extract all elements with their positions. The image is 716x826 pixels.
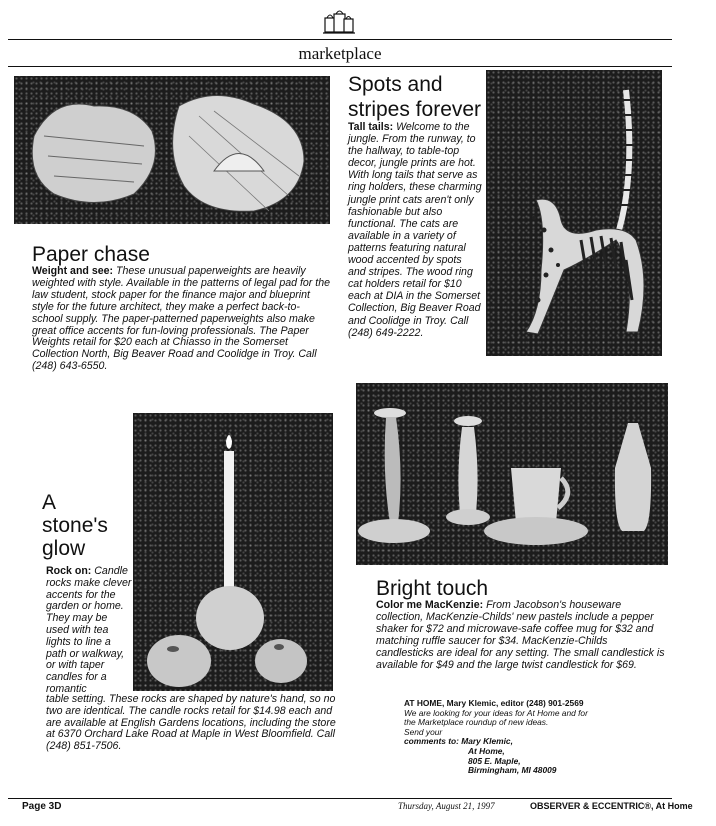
mackenzie-childs-photo (356, 383, 668, 565)
bright-touch-title: Bright touch (376, 577, 489, 600)
section-title: marketplace (298, 44, 382, 63)
stone-body-wide (46, 694, 336, 753)
stone-title (42, 491, 132, 560)
bright-touch-article (376, 577, 666, 671)
spots-title-line1: Spots and (348, 73, 443, 96)
spots-text: Welcome to the jungle. From the runway, to the hallway, to table-top decor, jungle prints are hot. With long tails that serve as ring holders, these charming jungle print cats aren't only fashionable but also functional. The cats are available in a variety of patterns featuring natural wood accented by spots and stripes. The wood ring cat holders retail for $10 each at DIA in the Somerset Collection, Big Beaver Road and Coolidge in Troy. Call (248) 649-2222. (348, 121, 482, 339)
paperweights-photo (14, 76, 330, 224)
header-rule-bottom (8, 66, 672, 67)
spots-lead: Tall tails: (348, 121, 394, 133)
at-home-line7: Birmingham, MI 48009 (468, 765, 557, 776)
at-home-line4: comments to: Mary Klemic, (404, 736, 513, 747)
at-home-line2: the Marketplace roundup of new ideas. (404, 717, 549, 728)
at-home-line1: We are looking for your ideas for At Home and for (404, 707, 588, 718)
stone-title-line1: A (42, 491, 57, 514)
spots-title-line2: stripes forever (348, 98, 482, 121)
footer-rule (8, 798, 672, 799)
spots-title (348, 72, 488, 122)
spots-body (348, 121, 482, 339)
candle-rocks-photo (133, 413, 333, 691)
stone-body-narrow (46, 566, 132, 696)
stone-text-wide: table setting. These rocks are shaped by nature's hand, so no two are identical. The candle rocks retail for $14.98 each and are available at English Gardens locations, including the store at 6370 Orchard Lake Road at Maple in West Bloomfield. Call (248) 851-7506. (46, 693, 336, 753)
issue-date: Thursday, August 21, 1997 (398, 801, 495, 811)
page-number: Page 3D (22, 801, 62, 812)
paper-chase-text: These unusual paperweights are heavily weighted with style. Available in the patterns of legal pad for the law student, stock paper for the finance major and blueprint style for the future architect, they make a perfect back-to-school supply. The paper-patterned paperweights also make great office accents for fun-loving professionals. The Paper Weights retail for $20 each at Chiasso in the Somerset Collection North, Big Beaver Road and Coolidge in Troy. Call (248) 643-6550. (32, 265, 330, 373)
bright-touch-lead: Color me MacKenzie: (376, 599, 484, 611)
stone-lead: Rock on: (46, 565, 92, 577)
cat-ring-holder-photo (486, 70, 662, 356)
shopping-bags-icon (322, 8, 356, 36)
stone-title-line3: glow (42, 537, 86, 560)
paper-chase-lead: Weight and see: (32, 265, 114, 277)
at-home-heading: AT HOME, Mary Klemic, editor (248) 901-2569 (404, 698, 584, 708)
bright-touch-text: From Jacobson's houseware collection, MacKenzie-Childs' new pastels include a pepper shaker for $72 and microwave-safe coffee mug for $32 and matching ruffle saucer for $34. MacKenzie-Childs candlesticks are ideal for any setting. The small candlestick is available for $49 and the large twist candlestick for $69. (376, 599, 665, 671)
publication-name: OBSERVER & ECCENTRIC®, At Home (530, 801, 693, 811)
bright-touch-body (376, 600, 666, 671)
stone-title-line2: stone's (42, 514, 108, 537)
header-rule-top (8, 39, 672, 40)
paper-chase-article (32, 243, 330, 373)
at-home-line6: 805 E. Maple, (468, 755, 521, 766)
at-home-contact (404, 699, 684, 776)
paper-chase-body (32, 266, 330, 373)
stone-text-narrow: Candle rocks make clever accents for the garden or home. They may be used with tea lights to line a path or walkway, or with taper candles for a romantic (46, 565, 132, 695)
paper-chase-title: Paper chase (32, 243, 150, 266)
at-home-line5: At Home, (468, 745, 505, 756)
at-home-line3: Send your (404, 726, 443, 737)
